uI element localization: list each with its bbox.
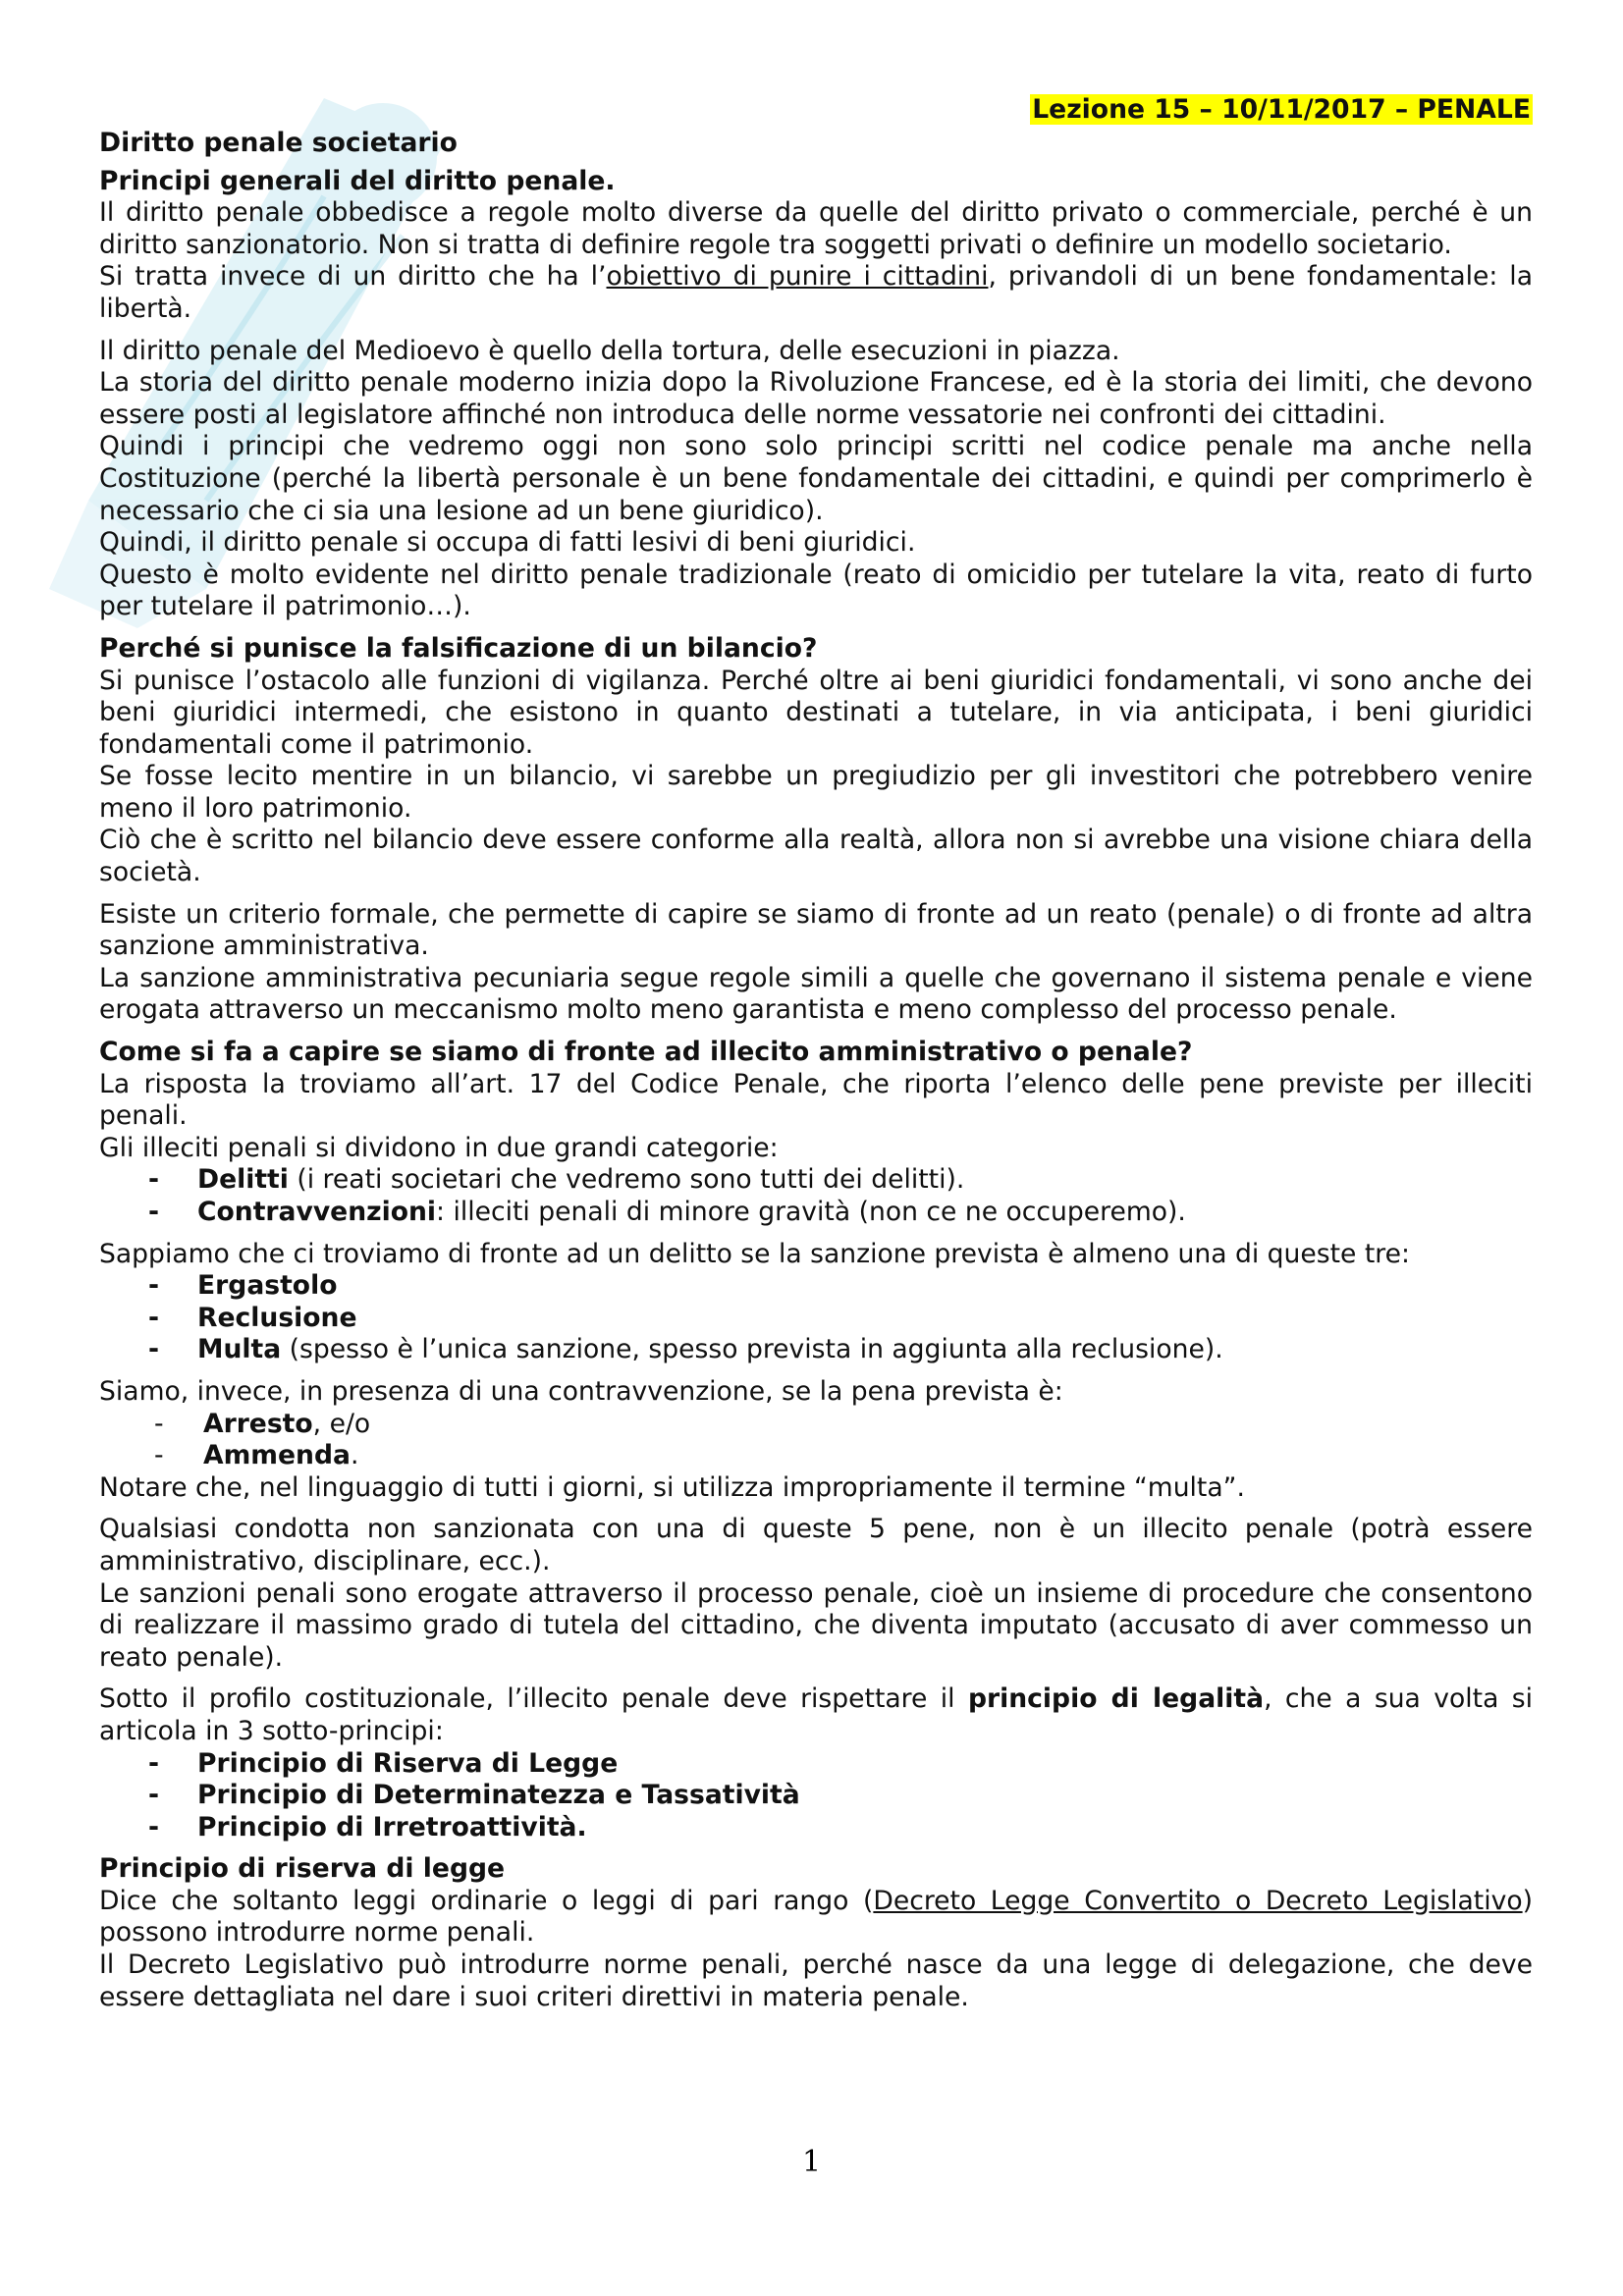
list-item: - Contravvenzioni: illeciti penali di minore gravità (non ce ne occuperemo). <box>148 1197 1186 1227</box>
paragraph: Il diritto penale del Medioevo è quello della tortura, delle esecuzioni in piazza. <box>99 335 1120 366</box>
paragraph: Ciò che è scritto nel bilancio deve essere conforme alla realtà, allora non si avrebbe una visione chiara della società. <box>99 825 1533 888</box>
paragraph: Sappiamo che ci troviamo di fronte ad un delitto se la sanzione prevista è almeno una di queste tre: <box>99 1238 1410 1269</box>
list-item: - Multa (spesso è l’unica sanzione, spesso prevista in aggiunta alla reclusione). <box>148 1334 1223 1365</box>
heading-illecito-amministrativo-penale: Come si fa a capire se siamo di fronte ad illecito amministrativo o penale? <box>99 1037 1193 1068</box>
heading-riserva-di-legge: Principio di riserva di legge <box>99 1853 506 1885</box>
list-item: - Principio di Irretroattività. <box>148 1811 587 1842</box>
paragraph: Si tratta invece di un diritto che ha l’obiettivo di punire i cittadini, privandoli di un bene fondamentale: la libertà. <box>99 261 1533 324</box>
paragraph: Qualsiasi condotta non sanzionata con una di queste 5 pene, non è un illecito penale (potrà essere amministrativo, disciplinare, ecc.). <box>99 1514 1533 1576</box>
paragraph: La storia del diritto penale moderno inizia dopo la Rivoluzione Francese, ed è la storia dei limiti, che devono essere posti al legislatore affinché non introduca delle norme vessatorie nei confronti dei cittadini. <box>99 367 1533 430</box>
page-number: 1 <box>801 2145 822 2179</box>
paragraph: Esiste un criterio formale, che permette di capire se siamo di fronte ad un reato (penale) o di fronte ad altra sanzione amministrativa. <box>99 898 1533 962</box>
list-sotto-principi <box>99 1748 1533 1844</box>
paragraph: Dice che soltanto leggi ordinarie o leggi di pari rango (Decreto Legge Convertito o Decreto Legislativo) possono introdurre norme penali. <box>99 1885 1533 1949</box>
bold-text: principio di legalità <box>967 1683 1265 1715</box>
underlined-text: obiettivo di punire i cittadini <box>606 261 989 293</box>
paragraph: La risposta la troviamo all’art. 17 del Codice Penale, che riporta l’elenco delle pene previste per illeciti penali. <box>99 1068 1533 1132</box>
list-contravvenzioni <box>99 1409 1533 1472</box>
paragraph: Siamo, invece, in presenza di una contravvenzione, se la pena prevista è: <box>99 1375 1063 1407</box>
paragraph: Gli illeciti penali si dividono in due grandi categorie: <box>99 1132 779 1163</box>
list-item: - Reclusione <box>148 1302 357 1333</box>
list-delitti <box>99 1270 1533 1366</box>
underlined-text: Decreto Legge Convertito o Decreto Legislativo <box>873 1885 1523 1916</box>
paragraph: Sotto il profilo costituzionale, l’illecito penale deve rispettare il principio di legalità, che a sua volta si articola in 3 sotto-principi: <box>99 1683 1533 1746</box>
list-item: - Arresto, e/o <box>154 1408 371 1439</box>
lesson-title: Lezione 15 – 10/11/2017 – PENALE <box>1032 94 1531 125</box>
heading-diritto-penale-societario: Diritto penale societario <box>99 128 458 158</box>
paragraph: Notare che, nel linguaggio di tutti i giorni, si utilizza impropriamente il termine “multa”. <box>99 1471 1245 1503</box>
paragraph: Questo è molto evidente nel diritto penale tradizionale (reato di omicidio per tutelare la vita, reato di furto per tutelare il patrimonio…). <box>99 559 1533 622</box>
paragraph: Si punisce l’ostacolo alle funzioni di vigilanza. Perché oltre ai beni giuridici fondamentali, vi sono anche dei beni giuridici intermedi, che esistono in quanto destinati a tutelare, in via anticipata, i beni giuridici fondamentali come il patrimonio. <box>99 665 1533 760</box>
list-item: - Delitti (i reati societari che vedremo sono tutti dei delitti). <box>148 1164 965 1196</box>
list-item: - Ergastolo <box>148 1270 338 1302</box>
paragraph: Quindi i principi che vedremo oggi non sono solo principi scritti nel codice penale ma anche nella Costituzione (perché la libertà personale è un bene fondamentale dei cittadini, e quindi per comprimerlo è necessario che ci sia una lesione ad un bene giuridico). <box>99 431 1533 526</box>
list-categorie <box>99 1164 1533 1228</box>
heading-principi-generali: Principi generali del diritto penale. <box>99 165 616 196</box>
lesson-header <box>99 94 1533 126</box>
paragraph: Se fosse lecito mentire in un bilancio, vi sarebbe un pregiudizio per gli investitori che potrebbero venire meno il loro patrimonio. <box>99 761 1533 824</box>
paragraph: Il diritto penale obbedisce a regole molto diverse da quelle del diritto privato o commerciale, perché è un diritto sanzionatorio. Non si tratta di definire regole tra soggetti privati o definire un modello societario. <box>99 197 1533 260</box>
paragraph: Le sanzioni penali sono erogate attraverso il processo penale, cioè un insieme di procedure che consentono di realizzare il massimo grado di tutela del cittadino, che diventa imputato (accusato di aver commesso un reato penale). <box>99 1577 1533 1673</box>
paragraph: Il Decreto Legislativo può introdurre norme penali, perché nasce da una legge di delegazione, che deve essere dettagliata nel dare i suoi criteri direttivi in materia penale. <box>99 1949 1533 2012</box>
document-page <box>99 94 1533 2013</box>
paragraph: Quindi, il diritto penale si occupa di fatti lesivi di beni giuridici. <box>99 527 916 559</box>
list-item: - Principio di Determinatezza e Tassatività <box>148 1780 800 1811</box>
list-item: - Principio di Riserva di Legge <box>148 1747 619 1779</box>
list-item: - Ammenda. <box>154 1440 359 1471</box>
paragraph: La sanzione amministrativa pecuniaria segue regole simili a quelle che governano il sistema penale e viene erogata attraverso un meccanismo molto meno garantista e meno complesso del processo penale. <box>99 962 1533 1026</box>
heading-falsificazione-bilancio: Perché si punisce la falsificazione di un bilancio? <box>99 632 818 664</box>
